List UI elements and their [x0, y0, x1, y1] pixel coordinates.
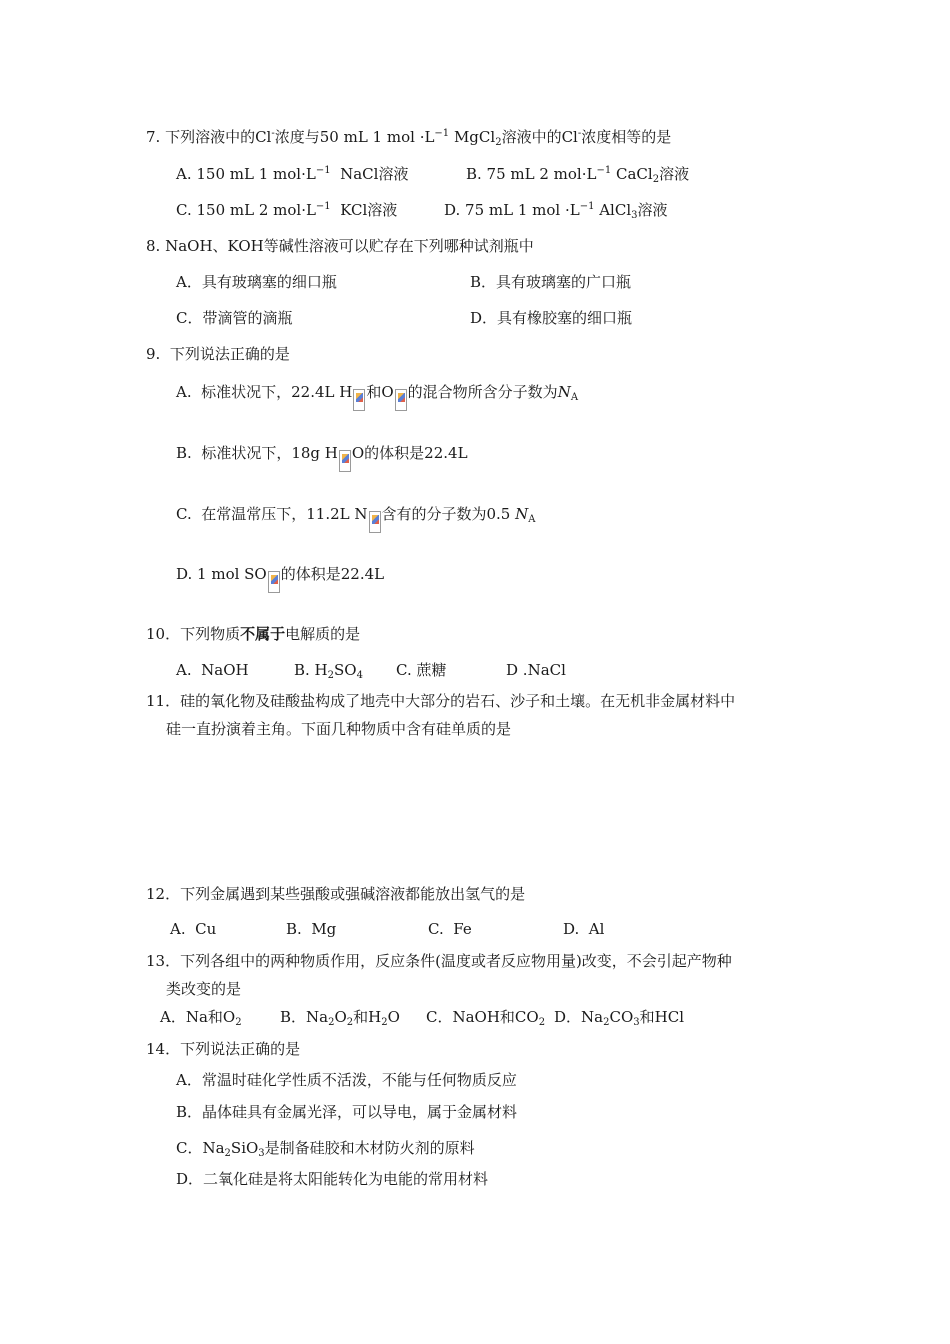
q10-stem: 10．下列物质不属于电解质的是 — [146, 625, 361, 643]
q9-option-d: D. 1 mol SO 的体积是22.4L — [176, 564, 384, 593]
q13-option-c: C．NaOH和$CO_2$ — [426, 1008, 546, 1028]
q7-stem: 7. 下列溶液中的Cl-浓度与50 mL 1 mol $\cdot L^{-1}$ MgCl$_2$溶液中的Cl-浓度相等的是 — [146, 128, 672, 148]
q13-option-b: B．$Na_2O_2$和$H_2O$ — [280, 1008, 400, 1028]
q7-option-c: C. 150 mL 2 $mol\cdot L^{-1}$ KCl溶液 — [176, 201, 398, 219]
q14-option-b: B．晶体硅具有金属光泽，可以导电，属于金属材料 — [176, 1103, 518, 1121]
q12-option-c: C. Fe — [428, 920, 472, 938]
q8-option-b: B．具有玻璃塞的广口瓶 — [470, 273, 632, 291]
q12-option-a: A. Cu — [170, 920, 217, 938]
q10-option-b: B. $H_2SO_4$ — [294, 661, 363, 681]
q8-stem: 8. NaOH、KOH等碱性溶液可以贮存在下列哪种试剂瓶中 — [146, 237, 534, 255]
q12-option-d: D. Al — [563, 920, 605, 938]
q7-option-b: B. 75 mL 2 $mol\cdot L^{-1}$ CaCl$_2$溶液 — [466, 165, 690, 185]
q9-option-c: C. 在常温常压下，11.2L N 含有的分子数为0.5 $N_A$ — [176, 504, 535, 533]
q10-option-c: C. 蔗糖 — [396, 661, 447, 679]
broken-image-icon — [353, 389, 365, 411]
q11-stem-line1: 11．硅的氧化物及硅酸盐构成了地壳中大部分的岩石、沙子和土壤。在无机非金属材料中 — [146, 692, 736, 710]
q7-option-a: A. 150 mL 1 $mol\cdot L^{-1}$ NaCl溶液 — [176, 165, 409, 183]
broken-image-icon — [395, 389, 407, 411]
q9-option-a: A. 标准状况下，22.4L H 和O 的混合物所含分子数为$N_A$ — [176, 382, 578, 411]
broken-image-icon — [369, 511, 381, 533]
q8-option-c: C．带滴管的滴瓶 — [176, 309, 293, 327]
q13-stem-line2: 类改变的是 — [166, 980, 242, 998]
q7-option-d: D. 75 mL 1 mol $\cdot L^{-1}$ AlCl$_3$溶液 — [444, 201, 668, 221]
q9-option-b: B. 标准状况下，18g H O的体积是22.4L — [176, 443, 468, 472]
q14-option-d: D．二氧化硅是将太阳能转化为电能的常用材料 — [176, 1170, 489, 1188]
q10-option-d: D .NaCl — [506, 661, 566, 679]
q9-stem: 9. 下列说法正确的是 — [146, 345, 290, 363]
q8-option-d: D．具有橡胶塞的细口瓶 — [470, 309, 633, 327]
q13-stem-line1: 13．下列各组中的两种物质作用，反应条件(温度或者反应物用量)改变，不会引起产物种 — [146, 952, 732, 970]
broken-image-icon — [339, 450, 351, 472]
q13-option-a: A．Na和$O_2$ — [160, 1008, 242, 1028]
q14-option-c: C．$Na_2SiO_3$是制备硅胶和木材防火剂的原料 — [176, 1139, 475, 1159]
broken-image-icon — [268, 571, 280, 593]
q14-option-a: A．常温时硅化学性质不活泼，不能与任何物质反应 — [176, 1071, 517, 1089]
q13-option-d: D．$Na_2CO_3$和HCl — [554, 1008, 684, 1028]
q11-stem-line2: 硅一直扮演着主角。下面几种物质中含有硅单质的是 — [166, 720, 512, 738]
q12-stem: 12．下列金属遇到某些强酸或强碱溶液都能放出氢气的是 — [146, 885, 526, 903]
q8-option-a: A．具有玻璃塞的细口瓶 — [176, 273, 337, 291]
q14-stem: 14．下列说法正确的是 — [146, 1040, 301, 1058]
q10-option-a: A. NaOH — [176, 661, 249, 679]
q12-option-b: B. Mg — [286, 920, 337, 938]
